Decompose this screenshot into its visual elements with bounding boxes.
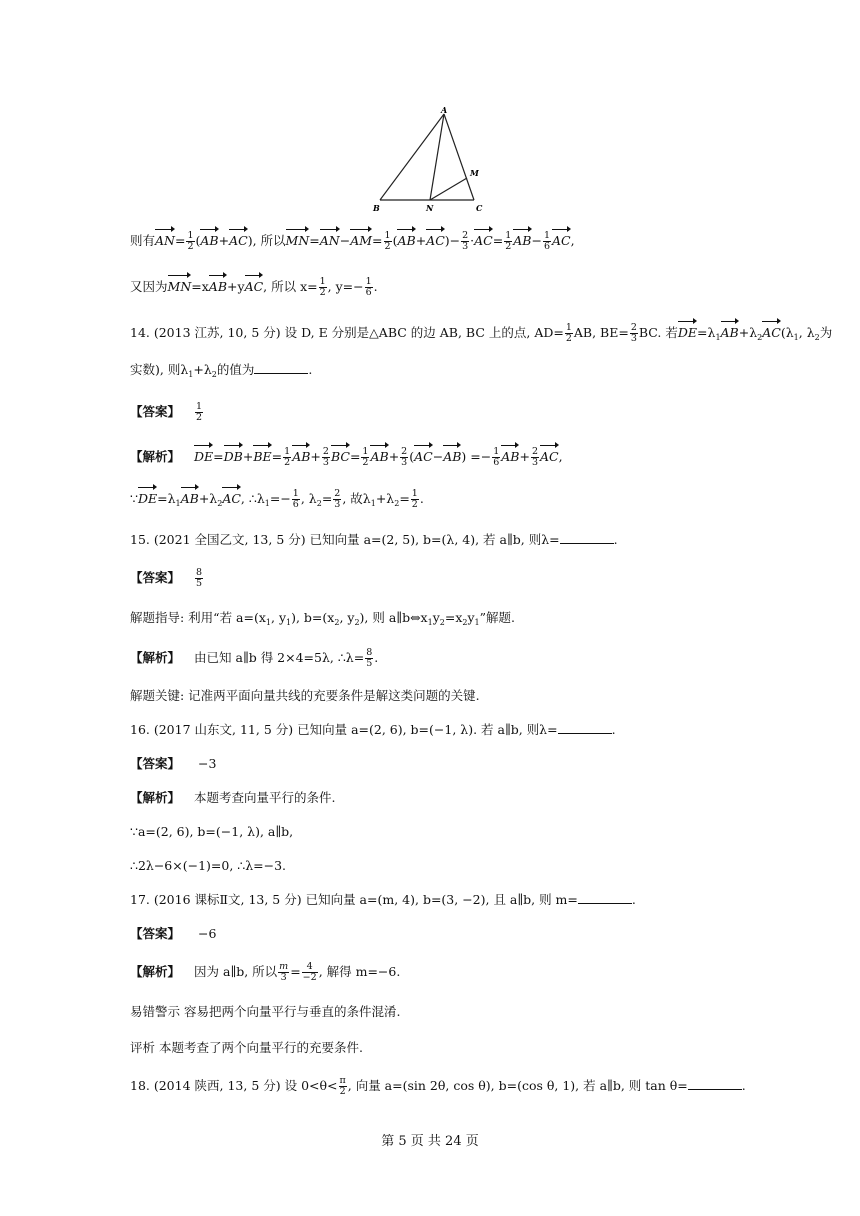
guide-15: 解题指导: 利用“若 $a=(x_1$, $y_1$), $b=(x_2$, $y_2$), 则 $a\parallel b\Leftrightarrow x_1y_2=x_2y_1$”解题.	[130, 610, 516, 627]
solution-16-step-1: ∵a=(2, 6), b=(−1, λ), a∥b,	[130, 824, 294, 839]
answer-17: 【答案】 −6	[130, 926, 217, 941]
solution-16: 【解析】 本题考查向量平行的条件.	[130, 790, 336, 805]
answer-14: 【答案】 $\frac{1}{2}$	[130, 401, 203, 423]
solution-15: 【解析】 由已知 a∥b 得 2×4=5λ, ∴λ= $\frac{8}{5}$ .	[130, 647, 379, 669]
label-c: C	[476, 203, 483, 213]
edge-ab	[380, 114, 444, 200]
question-15: 15. (2021 全国乙文, 13, 5 分) 已知向量 a=(2, 5), b=(λ, 4), 若 a∥b, 则λ= .	[130, 532, 618, 547]
answer-15: 【答案】 $\frac{8}{5}$	[130, 567, 203, 589]
question-18: 18. (2014 陕西, 13, 5 分) 设 0<θ< $\frac{\pi}{2}$ , 向量 a=(sin 2θ, cos θ), b=(cos θ, 1), 若 a∥b, 则 tan θ= .	[130, 1075, 746, 1097]
label-b: B	[373, 203, 380, 213]
edge-ac	[444, 114, 474, 200]
answer-blank	[688, 1077, 742, 1090]
answer-blank	[578, 891, 632, 904]
solution-14-cont: $\because DE=\lambda_1AB+\lambda_2AC$, $\therefore\lambda_1=-$ $\frac{1}{6}$ , $\lambda_2=$ $\frac{2}{3}$ , 故$\lambda_1+\lambda_2=$ $\frac{1}{2}$ .	[130, 488, 424, 510]
answer-blank	[558, 721, 612, 734]
question-14: 14. (2013 江苏, 10, 5 分) 设 D, E 分别是△ABC 的边 AB, BC 上的点, AD= $\frac{1}{2}$ AB, BE= $\frac{2}{3}$ BC. 若$DE=\lambda_1AB+\lambda_2AC(\lambda_1$, $\lambda_2$为	[130, 322, 833, 344]
edge-an	[430, 114, 444, 200]
comment-17: 评析 本题考查了两个向量平行的充要条件.	[130, 1040, 363, 1055]
question-14-cont: 实数), 则$\lambda_1+\lambda_2$的值为 .	[130, 362, 313, 379]
question-16: 16. (2017 山东文, 11, 5 分) 已知向量 a=(2, 6), b=(−1, λ). 若 a∥b, 则λ= .	[130, 722, 616, 737]
key-15: 解题关键: 记准两平面向量共线的充要条件是解这类问题的关键.	[130, 688, 480, 703]
edge-mn	[430, 178, 467, 200]
solution-14: 【解析】 DE=DB+BE= $\frac{1}{2}$ AB+ $\frac{2}{3}$ BC= $\frac{1}{2}$ AB+ $\frac{2}{3}$ (AC−AB) =− $\frac{1}{6}$ AB+ $\frac{2}{3}$ AC,	[130, 446, 563, 468]
label-n: N	[426, 203, 434, 213]
answer-blank	[560, 531, 614, 544]
solution-16-step-2: ∴2λ−6×(−1)=0, ∴λ=−3.	[130, 858, 287, 873]
label-m: M	[470, 168, 479, 178]
answer-16: 【答案】 −3	[130, 756, 217, 771]
label-a: A	[441, 105, 448, 115]
derivation-line-1: 则有AN= $\frac{1}{2}$ (AB+AC), 所以MN=AN−AM= $\frac{1}{2}$ (AB+AC)− $\frac{2}{3}$ ·AC= $\frac{1}{2}$ AB− $\frac{1}{6}$ AC,	[130, 230, 575, 252]
solution-17: 【解析】 因为 a∥b, 所以 $\frac{m}{3}$ = $\frac{4}{-2}$ , 解得 m=−6.	[130, 961, 401, 983]
question-17: 17. (2016 课标Ⅱ文, 13, 5 分) 已知向量 a=(m, 4), b=(3, −2), 且 a∥b, 则 m= .	[130, 892, 636, 907]
answer-blank	[254, 361, 308, 374]
triangle-figure	[368, 104, 488, 216]
derivation-line-2: 又因为MN=xAB+yAC, 所以 x= $\frac{1}{2}$ , y=− $\frac{1}{6}$ .	[130, 276, 378, 298]
warning-17: 易错警示 容易把两个向量平行与垂直的条件混淆.	[130, 1004, 401, 1019]
page-footer: 第 5 页 共 24 页	[381, 1134, 479, 1149]
